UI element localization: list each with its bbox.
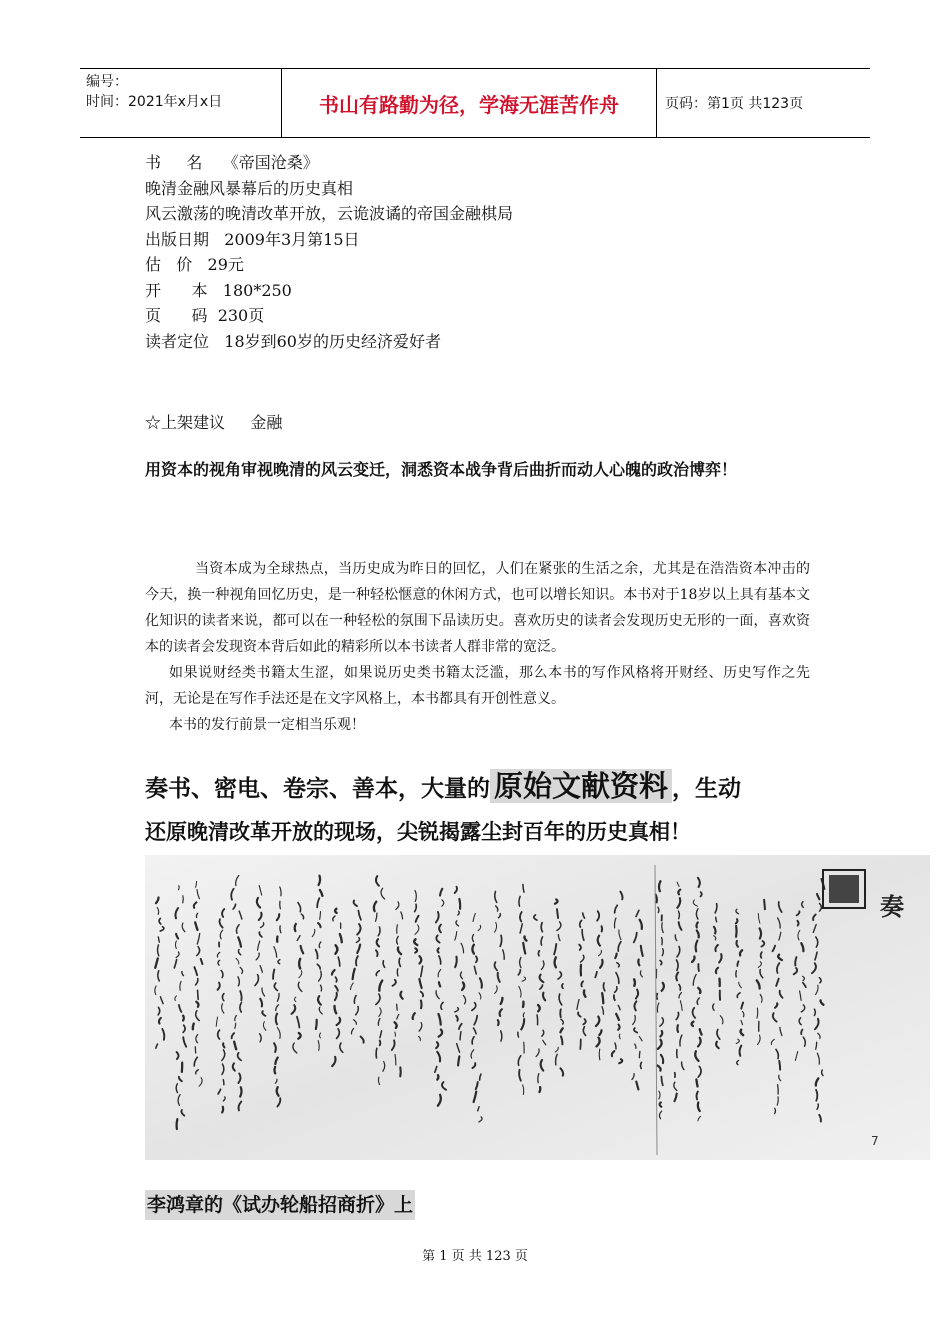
subtitle-line: 晚清金融风暴幕后的历史真相	[145, 178, 354, 198]
book-title-line: 书 名 《帝国沧桑》	[145, 153, 319, 172]
highlight-line-2: 还原晚清改革开放的现场，尖锐揭露尘封百年的历史真相！	[145, 819, 691, 844]
highlight-line	[145, 764, 815, 811]
book-info	[145, 150, 815, 354]
pages-line: 页 码 230页	[145, 306, 265, 325]
paragraph: 当资本成为全球热点，当历史成为昨日的回忆，人们在紧张的生活之余，尤其是在浩浩资本冲击的今天，换一种视角回忆历史，是一种轻松惬意的休闲方式，也可以增长知识。本书对于18岁以上具有基本文化知识的读者来说，都可以在一种轻松的氛围下品读历史。喜欢历史的读者会发现历史无形的一面，喜欢资本的读者会发现资本背后如此的精彩所以本书读者人群非常的宽泛。	[145, 561, 810, 655]
highlight-prefix: 奏书、密电、卷宗、善本，大量的	[145, 775, 490, 802]
header-meta	[80, 69, 280, 140]
page-header	[80, 68, 870, 138]
description	[145, 556, 810, 738]
header-motto: 书山有路勤为径，学海无涯苦作舟	[281, 69, 657, 137]
price-line: 估 价 29元	[145, 255, 244, 274]
shelf-suggestion: ☆上架建议 金融	[145, 413, 283, 432]
paragraph: 本书的发行前景一定相当乐观！	[169, 717, 365, 733]
header-page-info	[665, 69, 870, 137]
header-page-label: 页码：第1页 共123页	[665, 96, 804, 112]
tagline-line: 风云激荡的晚清改革开放，云诡波谲的帝国金融棋局	[145, 204, 514, 223]
format-line: 开 本 180*250	[145, 280, 292, 300]
paragraph: 如果说财经类书籍太生涩，如果说历史类书籍太泛滥，那么本书的写作风格将开财经、历史写作之先河，无论是在写作手法还是在文字风格上，本书都具有开创性意义。	[145, 665, 810, 707]
highlight-term: 原始文献资料	[490, 769, 672, 803]
highlight-suffix: ，生动	[672, 775, 742, 802]
page-footer: 第 1 页 共 123 页	[422, 1249, 528, 1264]
audience-line: 读者定位 18岁到60岁的历史经济爱好者	[145, 331, 441, 351]
image-caption: 李鸿章的《试办轮船招商折》上	[145, 1190, 415, 1220]
publish-date-line: 出版日期 2009年3月第15日	[145, 229, 360, 249]
header-time: 时间：2021年x月x日	[86, 94, 223, 110]
manuscript-image	[145, 855, 930, 1160]
image-page-number: 7	[871, 1134, 879, 1148]
header-number: 编号：	[86, 74, 128, 90]
lead-statement: 用资本的视角审视晚清的风云变迁，洞悉资本战争背后曲折而动人心魄的政治博弈！	[145, 460, 738, 479]
seal-character: 奏	[880, 892, 904, 921]
